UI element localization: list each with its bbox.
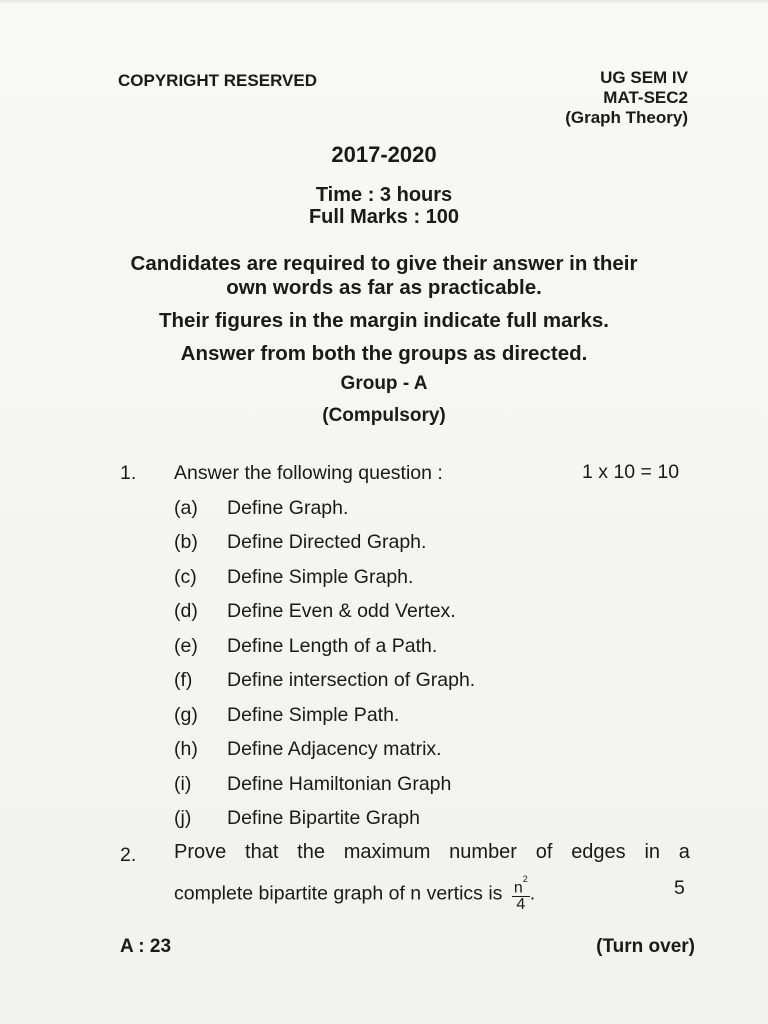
word: number bbox=[449, 841, 517, 863]
part-text: Define Even & odd Vertex. bbox=[227, 600, 456, 622]
question-text-line2 bbox=[174, 875, 535, 913]
exam-session: 2017-2020 bbox=[331, 142, 437, 167]
course-info bbox=[565, 68, 688, 128]
instruction-line: Answer from both the groups as directed. bbox=[180, 342, 588, 365]
question-text: complete bipartite graph of n vertics is bbox=[174, 882, 503, 905]
word: maximum bbox=[343, 841, 431, 863]
part-text: Define Graph. bbox=[227, 497, 349, 519]
word: of bbox=[535, 841, 553, 863]
word: edges bbox=[571, 841, 626, 863]
exam-time: Time : 3 hours bbox=[315, 184, 453, 206]
part-text: Define Directed Graph. bbox=[227, 531, 427, 553]
part-label: (h) bbox=[174, 738, 198, 760]
part-text: Define Hamiltonian Graph bbox=[227, 773, 452, 795]
instruction-line: Their figures in the margin indicate full marks. bbox=[159, 309, 609, 332]
fraction-denominator: 4 bbox=[516, 896, 526, 914]
end-punctuation: . bbox=[529, 882, 536, 905]
exponent: 2 bbox=[522, 874, 528, 884]
word: a bbox=[678, 841, 690, 863]
group-subtitle: (Compulsory) bbox=[322, 405, 446, 426]
paper-code: A : 23 bbox=[120, 936, 172, 957]
question-number: 2. bbox=[120, 844, 137, 866]
question-marks: 1 x 10 = 10 bbox=[582, 461, 680, 483]
question-text-line1 bbox=[174, 841, 690, 864]
scan-edge-shadow bbox=[0, 0, 768, 4]
instruction-line: own words as far as practicable. bbox=[226, 276, 542, 299]
word: Prove bbox=[174, 841, 227, 863]
part-text: Define intersection of Graph. bbox=[227, 669, 476, 691]
part-label: (b) bbox=[174, 531, 198, 553]
fraction-n-squared-over-4 bbox=[512, 875, 530, 913]
course-semester: UG SEM IV bbox=[600, 68, 688, 87]
group-title: Group - A bbox=[340, 373, 428, 394]
part-label: (c) bbox=[174, 566, 197, 588]
part-text: Define Bipartite Graph bbox=[227, 807, 420, 829]
word: in bbox=[644, 841, 661, 863]
instruction-line: Candidates are required to give their answer in their bbox=[130, 252, 638, 275]
part-text: Define Adjacency matrix. bbox=[227, 738, 442, 760]
part-label: (i) bbox=[174, 773, 192, 795]
course-subject: (Graph Theory) bbox=[565, 108, 688, 127]
fraction-numerator: $n^2$ bbox=[513, 874, 528, 897]
part-text: Define Simple Path. bbox=[227, 704, 400, 726]
word: the bbox=[297, 841, 325, 863]
copyright-notice: COPYRIGHT RESERVED bbox=[118, 71, 318, 90]
part-label: (j) bbox=[174, 807, 192, 829]
word: that bbox=[245, 841, 279, 863]
turn-over-note: (Turn over) bbox=[596, 936, 695, 957]
course-code: MAT-SEC2 bbox=[603, 88, 688, 107]
part-text: Define Simple Graph. bbox=[227, 566, 414, 588]
question-marks: 5 bbox=[674, 877, 685, 899]
part-text: Define Length of a Path. bbox=[227, 635, 438, 657]
part-label: (f) bbox=[174, 669, 193, 691]
part-label: (e) bbox=[174, 635, 198, 657]
question-text: Answer the following question : bbox=[174, 462, 443, 484]
part-label: (a) bbox=[174, 497, 198, 519]
question-number: 1. bbox=[120, 462, 137, 484]
exam-full-marks: Full Marks : 100 bbox=[308, 206, 460, 228]
part-label: (g) bbox=[174, 704, 198, 726]
part-label: (d) bbox=[174, 600, 198, 622]
